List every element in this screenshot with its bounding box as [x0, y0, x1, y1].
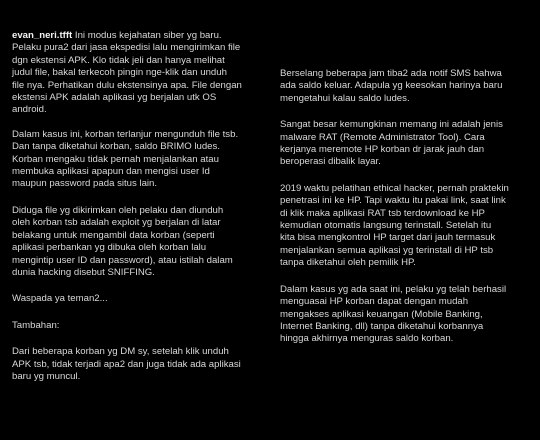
caption-paragraph-banking-access: Dalam kasus yg ada saat ini, pelaku yg telah berhasil menguasai HP korban dapat dengan mudah mengakses aplikasi keuangan (Mobile Banking, Internet Banking, dll) tanpa diketahui korbannya hingga akhirnya menguras saldo korban. [280, 283, 507, 345]
caption-paragraph-warning: Waspada ya teman2... [12, 293, 108, 305]
caption-paragraph-ethical-hacker: 2019 waktu pelatihan ethical hacker, pernah praktekin penetrasi ini ke HP. Tapi waktu itu pakai link, saat link di klik maka aplikasi RAT tsb terdownload ke HP kemudian otomatis langsung terinstall. Setelah itu kita bisa mengkontrol HP target dari jauh termasuk menjalankan semua aplikasi yg terinstall di HP tsb tanpa diketahui oleh pemilik HP. [280, 182, 509, 269]
caption-paragraph-sms-notification: Berselang beberapa jam tiba2 ada notif SMS bahwa ada saldo keluar. Adapula yg keesokan harinya baru mengetahui kalau saldo ludes. [280, 68, 503, 104]
post-caption-right-column [272, 0, 540, 440]
caption-paragraph-dm-reports: Dari beberapa korban yg DM sy, setelah klik unduh APK tsb, tidak terjadi apa2 dan juga tidak ada aplikasi baru yg muncul. [12, 346, 241, 382]
caption-paragraph-exploit-sniffing: Diduga file yg dikirimkan oleh pelaku dan diunduh oleh korban tsb adalah exploit yg berjalan di latar belakang untuk mengambil data korban (seperti aplikasi perbankan yg dibuka oleh korban lalu mengintip user ID dan password), atau istilah dalam dunia hacking disebut SNIFFING. [12, 204, 233, 278]
caption-paragraph-rat-malware: Sangat besar kemungkinan memang ini adalah jenis malware RAT (Remote Administrator Tool). Cara kerjanya meremote HP korban dr jarak jauh dan beroperasi dibalik layar. [280, 119, 503, 168]
caption-paragraph-victim-download: Dalam kasus ini, korban terlanjur mengunduh file tsb. Dan tanpa diketahui korban, saldo BRIMO ludes. Korban mengaku tidak pernah menjalankan atau membuka aplikasi apapun dan mengisi user Id maupun password pada situs lain. [12, 128, 239, 190]
caption-intro-paragraph [12, 30, 266, 117]
caption-intro-text: Ini modus kejahatan siber yg baru. Pelaku pura2 dari jasa ekspedisi lalu mengirimkan file dgn ekstensi APK. Klo tidak jeli dan hanya melihat judul file, bakal terkecoh pingin nge-klik dan unduh file nya. Perhatikan dulu ekstensinya apa. File dengan ekstensi APK adalah aplikasi yg berjalan utk OS android. [12, 30, 242, 116]
caption-paragraph-addendum-heading: Tambahan: [12, 319, 60, 331]
username-link[interactable]: evan_neri.tfft [12, 30, 73, 41]
